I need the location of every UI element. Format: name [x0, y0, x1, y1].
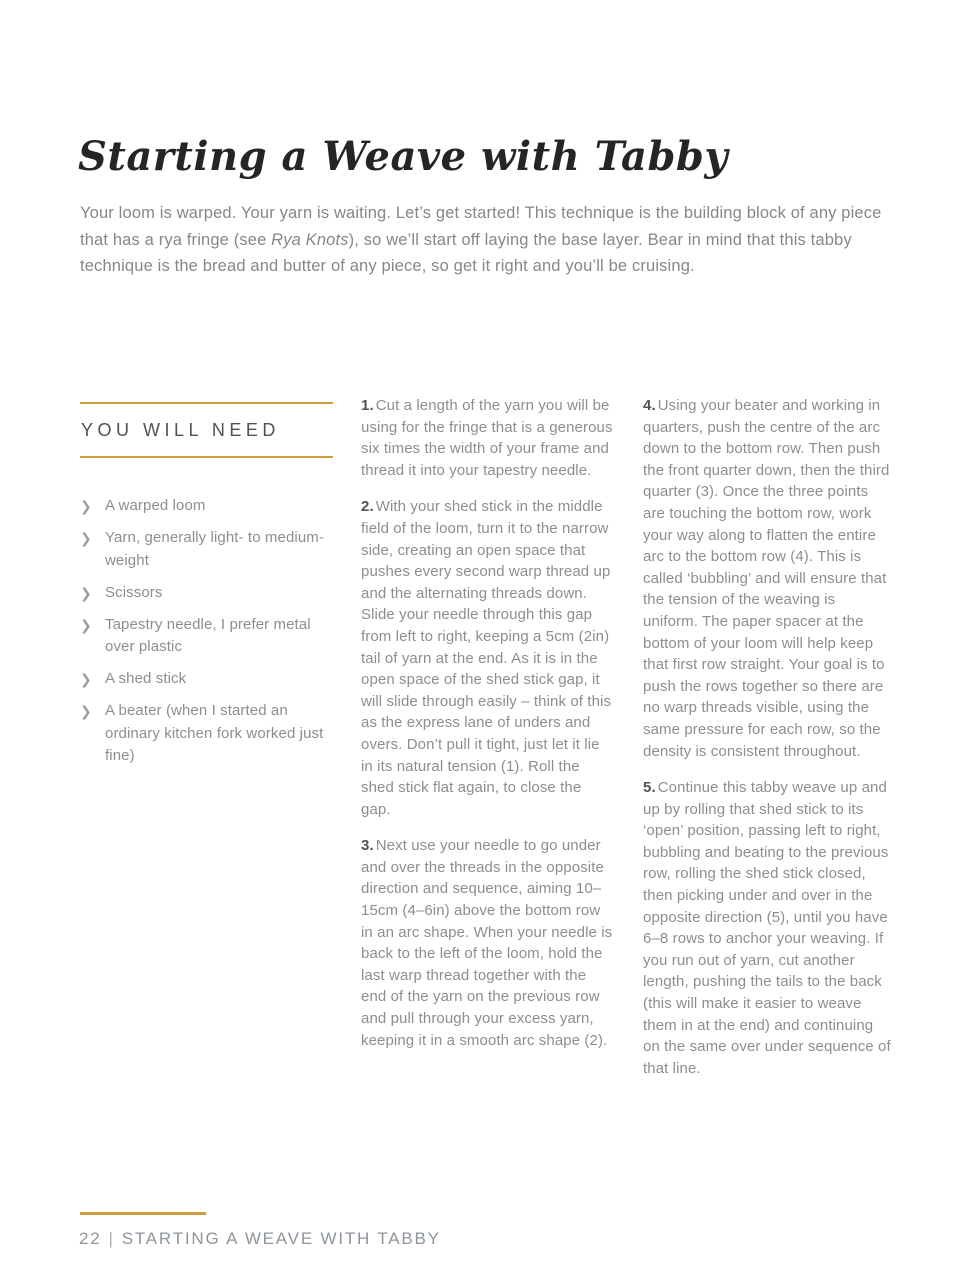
- intro-paragraph: [80, 200, 886, 280]
- materials-item-label: Scissors: [105, 583, 163, 601]
- step-2-number: 2.: [361, 498, 374, 516]
- footer-running-title: STARTING A WEAVE WITH TABBY: [121, 1229, 441, 1248]
- materials-list-item: [80, 582, 333, 605]
- intro-text-end: ), so we’ll start off laying the base layer. Bear in mind that this tabby technique is the bread and butter of any piece, so get it right and you’ll be cruising.: [80, 230, 852, 276]
- chevron-bullet-icon: ❯: [80, 703, 92, 719]
- step-3-number: 3.: [361, 837, 374, 855]
- materials-list-item: [80, 527, 333, 572]
- chevron-bullet-icon: ❯: [80, 530, 92, 546]
- step-4-text: Using your beater and working in quarters, push the centre of the arc down to the bottom row. Then push the front quarter down, then the third quarter (3). Once the three points are touching the bottom row, work your way along to flatten the entire arc to the bottom row (4). This is called ‘bubbling’ and will ensure that the tension of the weaving is uniform. The paper spacer at the bottom of your loom will help keep that first row straight. Your goal is to push the rows together so there are no warp threads visible, using the same pressure for each row, so the density is consistent throughout.: [643, 397, 890, 760]
- materials-list-item: [80, 668, 333, 691]
- step-5-number: 5.: [643, 779, 656, 797]
- materials-panel: [80, 402, 333, 777]
- chevron-bullet-icon: ❯: [80, 498, 92, 514]
- step-4-number: 4.: [643, 397, 656, 414]
- materials-heading: YOU WILL NEED: [81, 420, 280, 440]
- chevron-bullet-icon: ❯: [80, 671, 92, 687]
- materials-item-label: A shed stick: [105, 670, 187, 687]
- instructions-column-left: [361, 395, 613, 1066]
- footer-divider: [80, 1212, 206, 1215]
- materials-divider-bottom: [80, 456, 333, 458]
- step-5-text: Continue this tabby weave up and up by rolling that shed stick to its ‘open’ position, passing left to right, bubbling and beating to the previous row, rolling the shed stick closed, then picking under and over in the opposite direction (5), until you have 6–8 rows to anchor your weaving. If you run out of yarn, cut another length, pushing the tails to the back (this will make it easier to weave them in at the end) and continuing on the same over under sequence of that line.: [643, 779, 891, 1077]
- step-3: [361, 835, 613, 1051]
- footer-separator: |: [108, 1229, 115, 1248]
- page-title: Starting a Weave with Tabby: [78, 133, 729, 180]
- materials-item-label: A beater (when I started an ordinary kitchen fork worked just fine): [105, 702, 324, 764]
- step-1-number: 1.: [361, 397, 374, 414]
- materials-list: [80, 495, 333, 768]
- step-5: [643, 777, 893, 1079]
- step-2: [361, 496, 613, 820]
- intro-cross-reference: Rya Knots: [271, 230, 349, 249]
- instructions-column-right: [643, 395, 893, 1094]
- chevron-bullet-icon: ❯: [80, 584, 92, 601]
- step-2-text: With your shed stick in the middle field of the loom, turn it to the narrow side, creating an open space that pushes every second warp thread up and the alternating threads down. Slide your needle through this gap from left to right, keeping a 5cm (2in) tail of yarn at the end. As it is in the open space of the shed stick gap, it will slide through easily – think of this as the express lane of unders and overs. Don’t pull it tight, just let it lie in its natural tension (1). Roll the shed stick flat again, to close the gap.: [361, 498, 612, 818]
- intro-text-start: Your loom is warped. Your yarn is waiting. Let’s get started! This technique is the building block of any piece that has a rya fringe (see: [80, 204, 882, 249]
- materials-item-label: A warped loom: [105, 497, 206, 514]
- materials-list-item: [80, 614, 333, 659]
- materials-item-label: Tapestry needle, I prefer metal over plastic: [105, 615, 311, 655]
- step-4: [643, 395, 893, 762]
- step-1-text: Cut a length of the yarn you will be using for the fringe that is a generous six times the width of your frame and thread it into your tapestry needle.: [361, 397, 613, 479]
- chevron-bullet-icon: ❯: [80, 616, 92, 633]
- step-3-text: Next use your needle to go under and over the threads in the opposite direction and sequence, aiming 10–15cm (4–6in) above the bottom row in an arc shape. When your needle is back to the left of the loom, hold the last warp thread together with the end of the yarn on the previous row and pull through your excess yarn, keeping it in a smooth arc shape (2).: [361, 837, 613, 1049]
- footer-running-head: [79, 1229, 441, 1249]
- materials-list-item: [80, 700, 333, 768]
- materials-list-item: [80, 495, 333, 518]
- step-1: [361, 395, 613, 481]
- materials-divider-top: [80, 402, 333, 404]
- materials-item-label: Yarn, generally light- to medium-weight: [105, 529, 324, 569]
- page-number: 22: [79, 1229, 102, 1248]
